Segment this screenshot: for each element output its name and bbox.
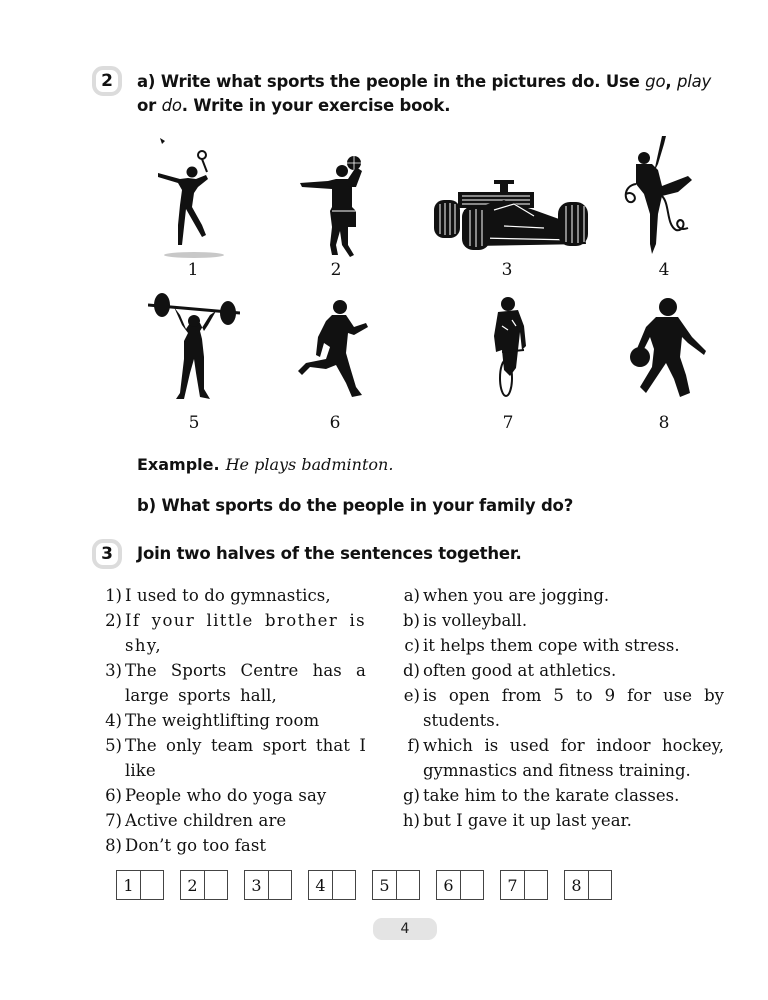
list-item [96, 658, 366, 708]
list-item [96, 583, 366, 608]
instruction-text: a) Write what sports the people in the pictures do. Use [137, 72, 646, 91]
list-item [394, 733, 724, 783]
picture-number-3: 3 [501, 260, 513, 280]
word-go: go [645, 72, 666, 91]
list-item [394, 583, 724, 608]
answer-field[interactable] [204, 871, 227, 899]
item-text: but I gave it up last year. [423, 811, 632, 830]
racing-car-icon [434, 170, 590, 252]
word-play: play [676, 72, 712, 91]
answer-box-number: 4 [315, 875, 326, 895]
item-number: 6) [105, 786, 122, 805]
answer-box-number: 2 [187, 875, 198, 895]
basketball-player-icon [298, 153, 374, 261]
cyclist-icon [488, 296, 530, 400]
answer-box-number: 8 [571, 875, 582, 895]
answer-box[interactable] [436, 870, 484, 900]
answer-box[interactable] [244, 870, 292, 900]
item-letter: a) [403, 586, 420, 605]
picture-number-7: 7 [502, 413, 514, 433]
list-item [394, 633, 724, 658]
answer-field[interactable] [396, 871, 419, 899]
page-number [373, 918, 437, 940]
list-item [394, 808, 724, 833]
answer-field[interactable] [524, 871, 547, 899]
exercise-2-number: 2 [101, 71, 113, 91]
example-text: He plays badminton. [225, 455, 394, 474]
item-text: take him to the karate classes. [423, 786, 680, 805]
instruction-text: or [137, 96, 162, 115]
item-number: 4) [105, 711, 122, 730]
picture-number-8: 8 [658, 413, 670, 433]
picture-number-6: 6 [329, 413, 341, 433]
answer-box-number: 5 [379, 875, 390, 895]
exercise-3-number: 3 [101, 544, 113, 564]
answer-field[interactable] [332, 871, 355, 899]
item-text: People who do yoga say [125, 786, 327, 805]
sentence-endings-list [394, 583, 724, 833]
item-letter: g) [403, 786, 420, 805]
list-item [96, 808, 366, 833]
item-letter: f) [407, 736, 420, 755]
item-text: I used to do gymnastics, [125, 586, 331, 605]
answer-box[interactable] [308, 870, 356, 900]
page-number-text: 4 [400, 921, 410, 937]
answer-box[interactable] [564, 870, 612, 900]
item-letter: c) [404, 636, 420, 655]
answer-box[interactable] [500, 870, 548, 900]
item-text: Don’t go too fast [125, 836, 267, 855]
item-text: The only team sport that I like [125, 736, 366, 780]
list-item [394, 658, 724, 683]
item-letter: e) [403, 686, 420, 705]
item-text: often good at athletics. [423, 661, 617, 680]
answer-boxes [116, 870, 612, 900]
item-number: 8) [105, 836, 122, 855]
list-item [96, 608, 366, 658]
item-number: 7) [105, 811, 122, 830]
item-text: it helps them cope with stress. [423, 636, 680, 655]
weightlifter-icon [148, 293, 240, 401]
sentence-beginnings-list [96, 583, 366, 858]
item-text: The Sports Centre has a large sports hall, [125, 661, 366, 705]
item-letter: h) [402, 811, 420, 830]
picture-number-5: 5 [188, 413, 200, 433]
word-do: do [161, 96, 182, 115]
picture-number-4: 4 [658, 260, 670, 280]
answer-box-number: 3 [251, 875, 262, 895]
answer-box[interactable] [180, 870, 228, 900]
exercise-2-badge [92, 66, 122, 96]
answer-box[interactable] [372, 870, 420, 900]
item-number: 2) [105, 611, 122, 630]
exercise-3-badge [92, 539, 122, 569]
item-number: 1) [105, 586, 122, 605]
rhythmic-gymnast-icon [622, 134, 702, 258]
list-item [96, 833, 366, 858]
answer-field[interactable] [460, 871, 483, 899]
item-letter: b) [403, 611, 420, 630]
list-item [394, 683, 724, 733]
answer-field[interactable] [588, 871, 611, 899]
item-text: when you are jogging. [423, 586, 610, 605]
exercise-3-instruction: Join two halves of the sentences together. [137, 544, 522, 563]
answer-box[interactable] [116, 870, 164, 900]
instruction-comma: , [665, 72, 677, 91]
answer-field[interactable] [268, 871, 291, 899]
instruction-text: . Write in your exercise book. [181, 96, 451, 115]
answer-box-number: 7 [507, 875, 518, 895]
item-number: 5) [105, 736, 122, 755]
list-item [96, 783, 366, 808]
answer-box-number: 1 [123, 875, 134, 895]
exercise-2-instruction [137, 70, 747, 118]
bowler-icon [626, 297, 710, 401]
runner-icon [296, 297, 376, 403]
badminton-player-icon [150, 135, 240, 260]
answer-box-number: 6 [443, 875, 454, 895]
picture-number-1: 1 [187, 260, 199, 280]
picture-number-2: 2 [330, 260, 342, 280]
list-item [96, 733, 366, 783]
exercise-2-part-b: b) What sports do the people in your family do? [137, 496, 574, 515]
example-label: Example. [137, 455, 220, 474]
item-number: 3) [105, 661, 122, 680]
list-item [96, 708, 366, 733]
item-text: The weightlifting room [125, 711, 320, 730]
item-text: which is used for indoor hockey, gymnastics and fitness training. [423, 736, 724, 780]
list-item [394, 608, 724, 633]
item-letter: d) [403, 661, 420, 680]
item-text: is open from 5 to 9 for use by students. [423, 686, 724, 730]
answer-field[interactable] [140, 871, 163, 899]
example-line [137, 455, 393, 475]
item-text: is volleyball. [423, 611, 528, 630]
list-item [394, 783, 724, 808]
item-text: Active children are [125, 811, 287, 830]
item-text: If your little brother is shy, [125, 611, 366, 655]
